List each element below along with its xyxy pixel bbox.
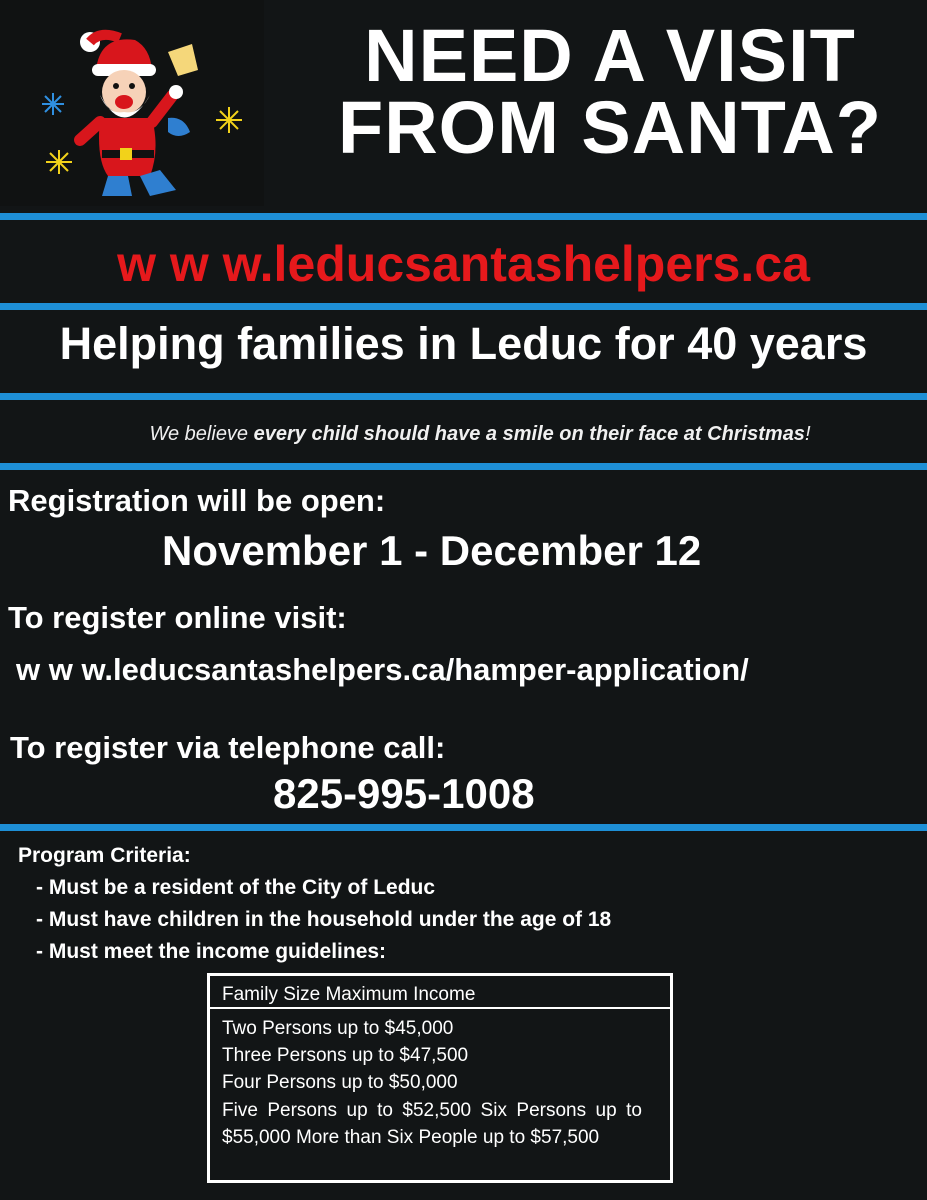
online-register-label: To register online visit: xyxy=(8,600,347,635)
criteria-item: - Must meet the income guidelines: xyxy=(36,940,387,963)
income-table xyxy=(207,973,673,1183)
divider-bar xyxy=(0,824,927,831)
belief-statement xyxy=(0,421,927,447)
belief-emphasis: every child should have a smile on their face at Christmas xyxy=(253,423,805,445)
income-table-row: Two Persons up to $45,000 xyxy=(222,1018,454,1039)
santa-logo xyxy=(0,0,264,206)
registration-label: Registration will be open: xyxy=(8,483,386,518)
divider-bar xyxy=(0,463,927,470)
income-table-row: Four Persons up to $50,000 xyxy=(222,1072,458,1093)
tagline: Helping families in Leduc for 40 years xyxy=(59,318,868,369)
belief-lead: We believe xyxy=(149,423,254,445)
phone-number[interactable]: 825-995-1008 xyxy=(273,770,535,817)
registration-dates: November 1 - December 12 xyxy=(162,527,702,574)
divider-bar xyxy=(0,213,927,220)
criteria-item: - Must have children in the household under the age of 18 xyxy=(36,908,612,931)
divider-bar xyxy=(0,303,927,310)
phone-register-label: To register via telephone call: xyxy=(10,730,446,765)
headline-line-2: FROM SANTA? xyxy=(338,86,882,169)
criteria-item: - Must be a resident of the City of Leduc xyxy=(36,876,436,899)
criteria-title: Program Criteria: xyxy=(18,844,191,867)
headline-line-1: NEED A VISIT xyxy=(364,14,856,97)
headline xyxy=(300,14,920,169)
online-register-url[interactable]: w w w.leducsantashelpers.ca/hamper-application/ xyxy=(16,652,749,687)
income-table-row: Three Persons up to $47,500 xyxy=(222,1045,469,1066)
website-link[interactable]: w w w.leducsantashelpers.ca xyxy=(117,236,810,292)
divider-bar xyxy=(0,393,927,400)
income-table-header: Family Size Maximum Income xyxy=(210,976,670,1009)
belief-end: ! xyxy=(804,423,811,445)
income-table-row: Five Persons up to $52,500 Six Persons up to $55,000 More than Six People up to $57,500 xyxy=(222,1100,642,1148)
santa-icon xyxy=(0,0,264,206)
